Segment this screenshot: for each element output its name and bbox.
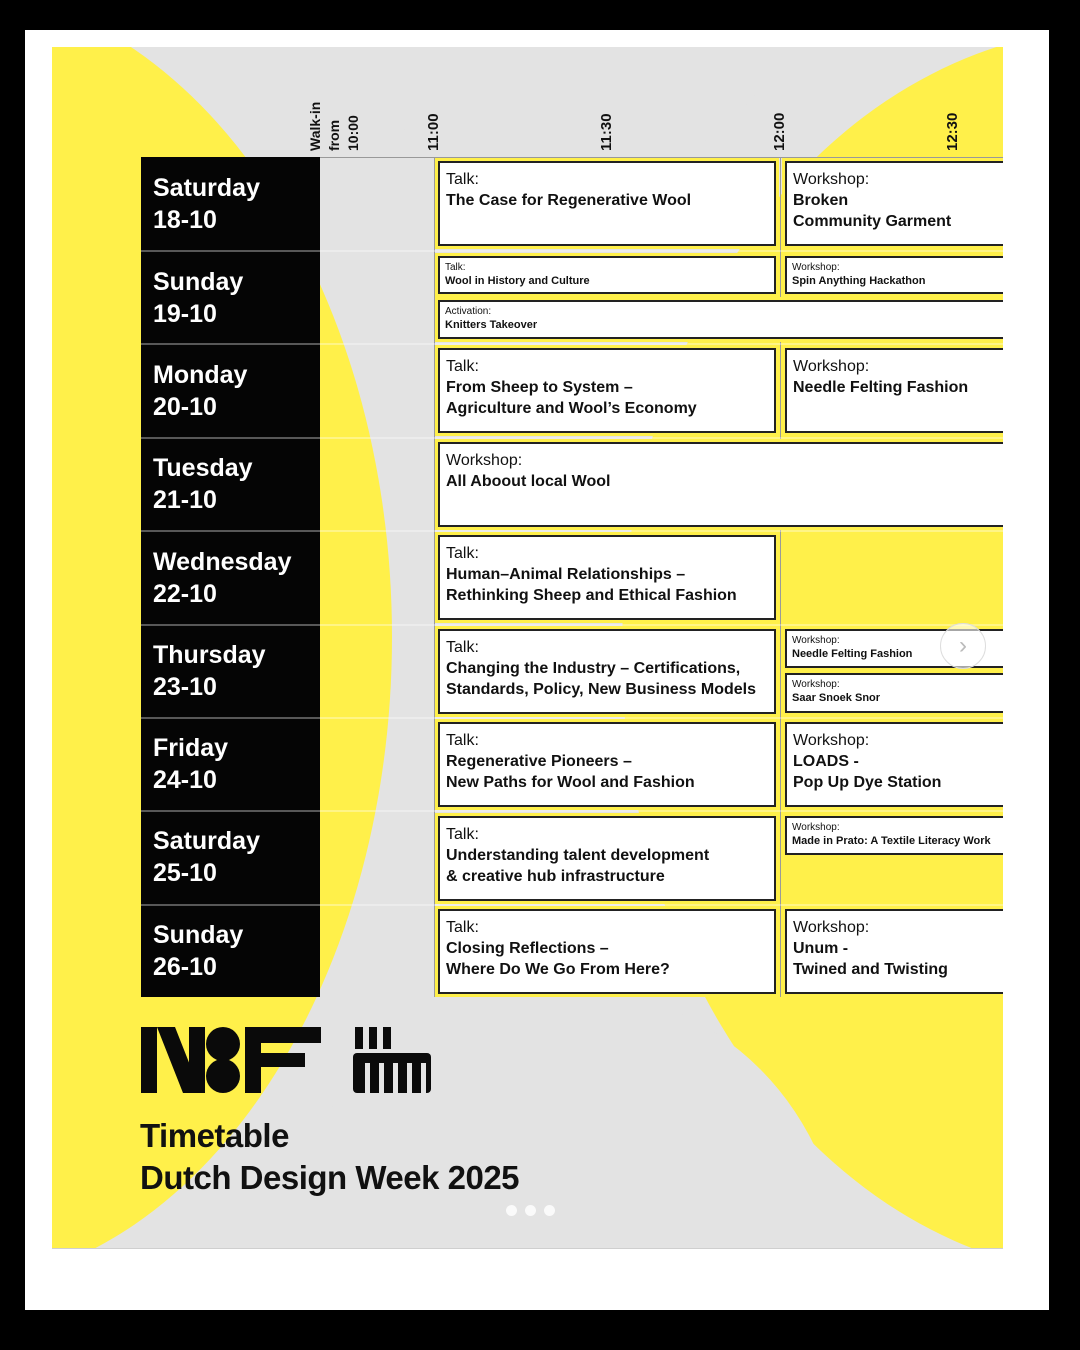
day-tue-21: Tuesday 21-10 [153,454,253,514]
day-sat-25: Saturday 25-10 [153,827,260,887]
event-card[interactable]: Talk: Understanding talent development & creative hub infrastructure [438,816,776,901]
row-separator [141,717,1003,719]
event-card[interactable]: Talk: Wool in History and Culture [438,256,776,294]
walkin-label [308,47,368,157]
nf-logo [141,1027,431,1102]
day-sun-19: Sunday 19-10 [153,268,244,328]
event-card[interactable]: Workshop: Unum - Twined and Twisting [785,909,1003,994]
time-1200: 12:00 [771,112,788,151]
event-card[interactable]: Talk: Human–Animal Relationships – Rethinking Sheep and Ethical Fashion [438,535,776,620]
day-sun-26: Sunday 26-10 [153,921,244,981]
carousel-dot[interactable] [506,1205,517,1216]
event-card[interactable]: Workshop: Needle Felting Fashion [785,629,1003,668]
day-sat-18: Saturday 18-10 [153,174,260,234]
row-separator [141,437,1003,439]
event-card[interactable]: Talk: The Case for Regenerative Wool [438,161,776,246]
page-title: Timetable Dutch Design Week 2025 [140,1117,520,1196]
nf-logo-icon [141,1027,431,1097]
chevron-right-icon: › [959,632,967,659]
carousel-dot[interactable] [525,1205,536,1216]
event-card[interactable]: Talk: Changing the Industry – Certifications, Standards, Policy, New Business Models [438,629,776,714]
row-separator [141,810,1003,812]
day-thu-23: Thursday 23-10 [153,641,266,701]
row-separator [141,624,1003,626]
carousel-next-button[interactable] [940,623,986,669]
event-card[interactable]: Workshop: Made in Prato: A Textile Literacy Work [785,816,1003,855]
time-1100: 11:00 [425,113,442,151]
timetable-post[interactable] [52,47,1003,1249]
row-separator [141,530,1003,532]
event-card[interactable]: Workshop: All Aboout local Wool [438,442,1003,527]
day-mon-20: Monday 20-10 [153,361,248,421]
event-card[interactable]: Workshop: Broken Community Garment [785,161,1003,246]
carousel-dots[interactable] [506,1205,555,1216]
grid-line-1100 [434,157,435,997]
walkin-line2: from [326,119,342,151]
day-fri-24: Friday 24-10 [153,734,229,794]
event-card[interactable]: Activation: Knitters Takeover [438,300,1003,339]
row-separator [141,904,1003,906]
row-separator [141,343,1003,345]
time-1230: 12:30 [944,112,961,151]
event-card[interactable]: Talk: Regenerative Pioneers – New Paths for Wool and Fashion [438,722,776,807]
event-card[interactable]: Workshop: LOADS - Pop Up Dye Station [785,722,1003,807]
walkin-line1: Walk-in [307,101,323,151]
event-card[interactable]: Workshop: Needle Felting Fashion [785,348,1003,433]
day-column [141,157,320,997]
time-1130: 11:30 [598,113,615,151]
day-wed-22: Wednesday 22-10 [153,548,292,608]
event-card[interactable]: Talk: From Sheep to System – Agriculture and Wool’s Economy [438,348,776,433]
walkin-line3: 10:00 [345,115,361,151]
event-card[interactable]: Workshop: Saar Snoek Snor [785,673,1003,713]
grid-line-1200 [780,157,781,997]
row-separator [141,250,1003,252]
event-card[interactable]: Workshop: Spin Anything Hackathon [785,256,1003,294]
carousel-dot[interactable] [544,1205,555,1216]
event-card[interactable]: Talk: Closing Reflections – Where Do We Go From Here? [438,909,776,994]
